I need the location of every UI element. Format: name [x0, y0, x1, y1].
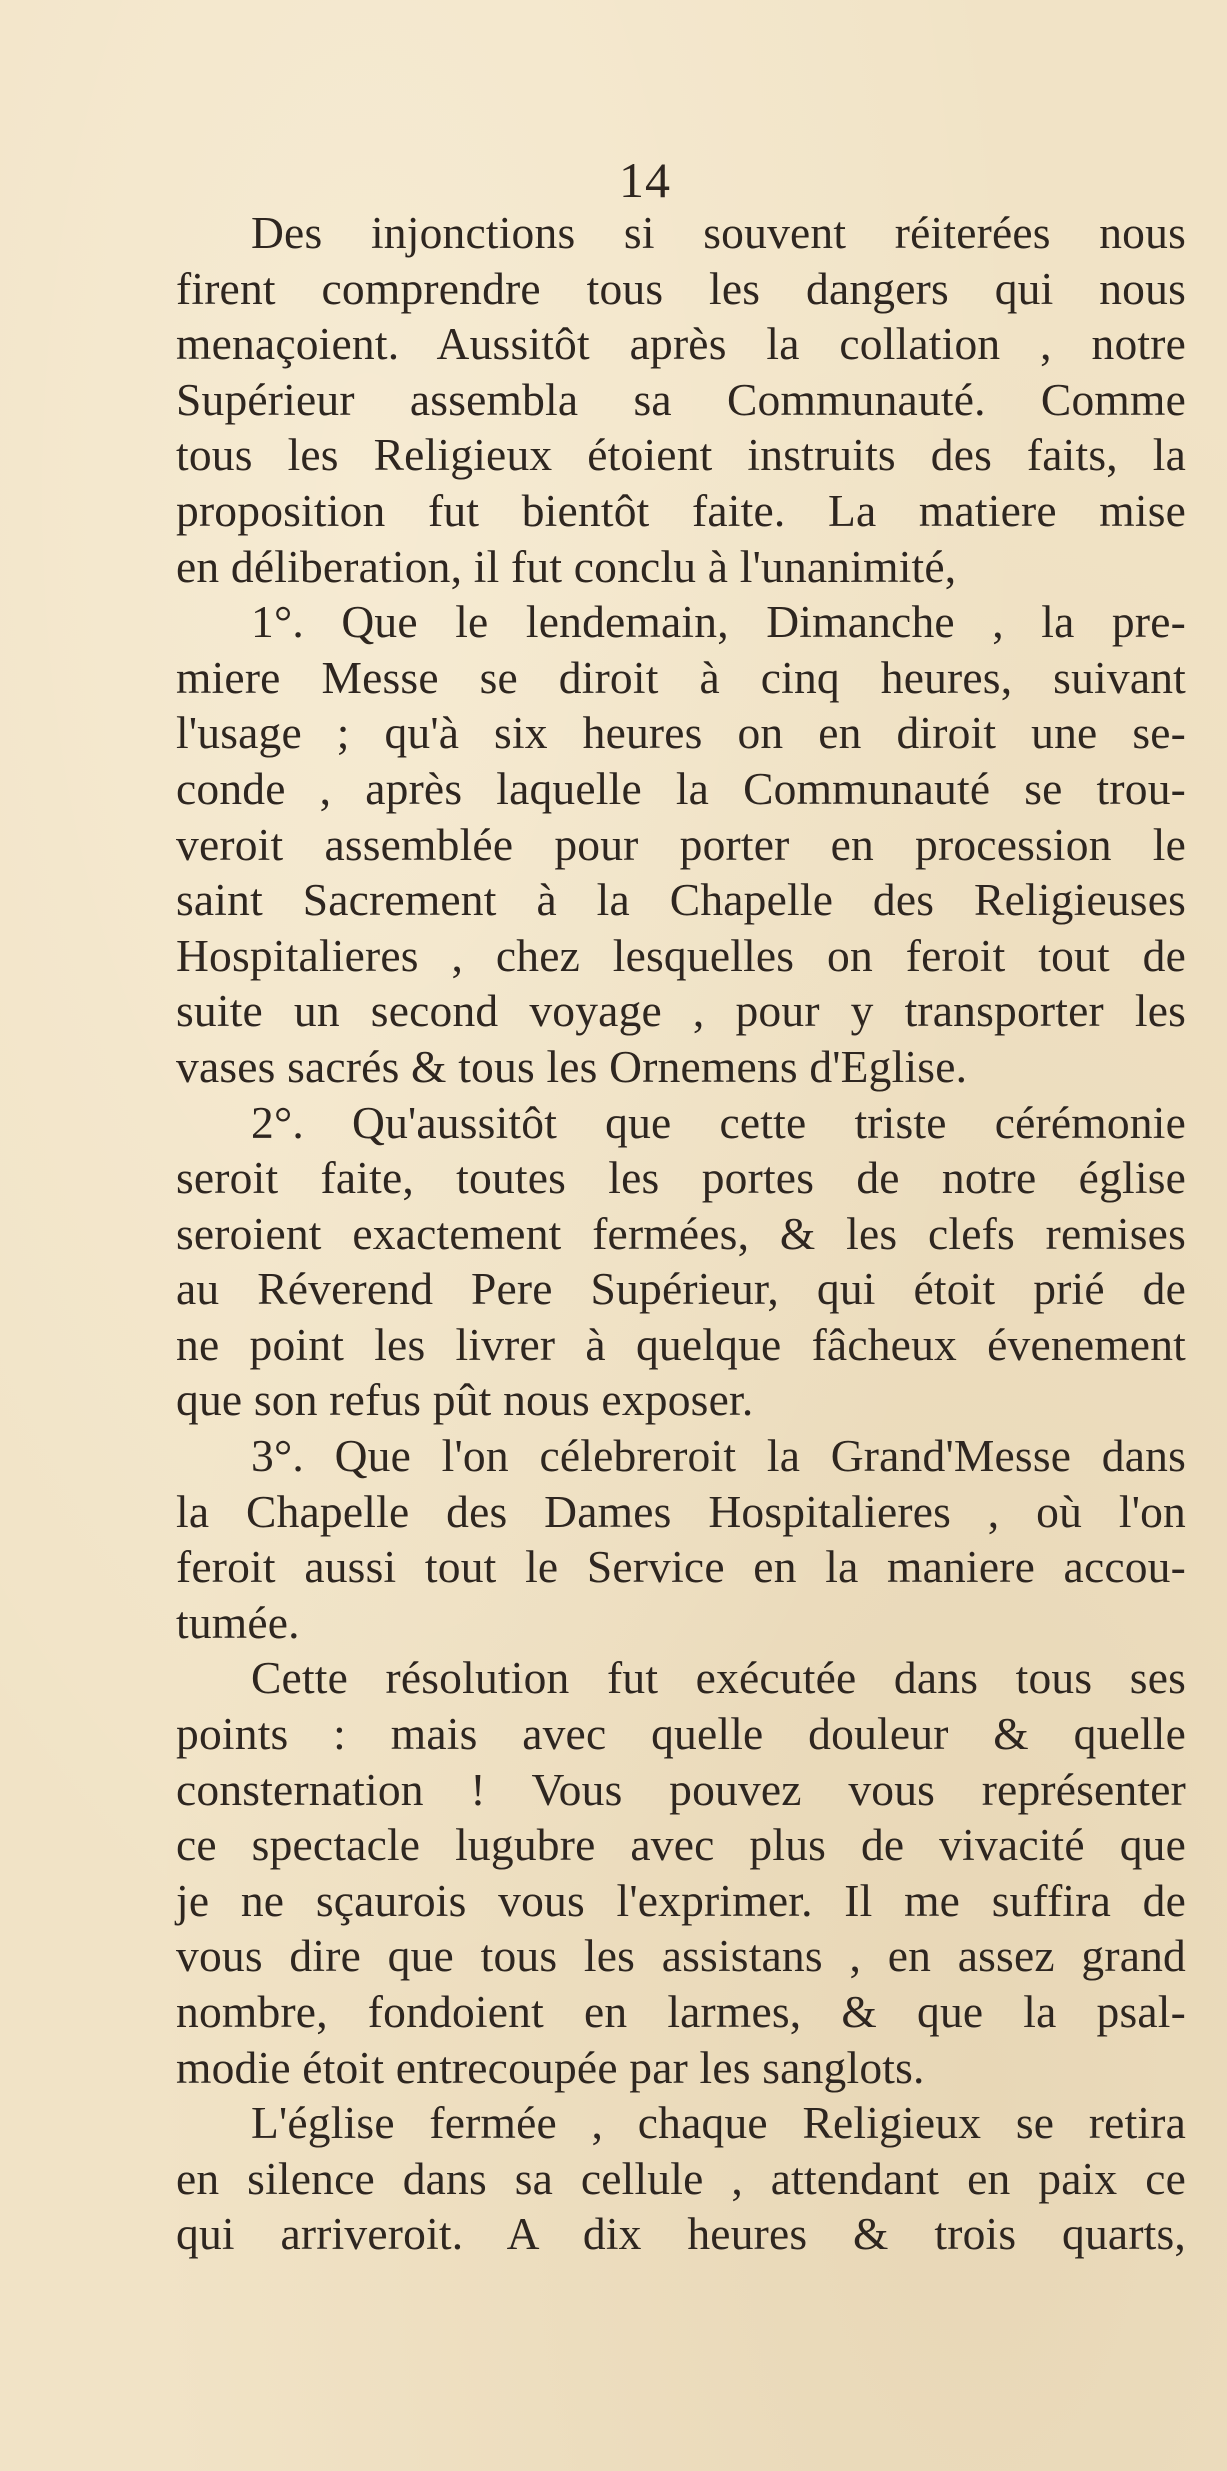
text-line: proposition fut bientôt faite. La matiere mise	[176, 484, 1186, 536]
text-line: 1°. Que le lendemain, Dimanche , la pre-	[251, 596, 1186, 648]
text-line: en déliberation, il fut conclu à l'unanimité,	[176, 540, 957, 592]
text-line: que son refus pût nous exposer.	[176, 1374, 754, 1426]
text-line: 2°. Qu'aussitôt que cette triste cérémonie	[251, 1096, 1186, 1148]
text-line: firent comprendre tous les dangers qui nous	[176, 262, 1186, 314]
text-line: l'usage ; qu'à six heures on en diroit une se-	[176, 707, 1186, 759]
body-text	[176, 205, 1186, 2262]
text-line: modie étoit entrecoupée par les sanglots.	[176, 2041, 925, 2093]
text-line: feroit aussi tout le Service en la maniere accou-	[176, 1541, 1186, 1593]
text-line: consternation ! Vous pouvez vous représenter	[176, 1763, 1186, 1815]
text-line: menaçoient. Aussitôt après la collation , notre	[176, 318, 1186, 370]
text-line: points : mais avec quelle douleur & quelle	[176, 1708, 1186, 1760]
text-line: vases sacrés & tous les Ornemens d'Eglise.	[176, 1040, 968, 1092]
text-line: suite un second voyage , pour y transporter les	[176, 985, 1186, 1037]
text-line: Supérieur assembla sa Communauté. Comme	[176, 373, 1186, 425]
text-line: saint Sacrement à la Chapelle des Religieuses	[176, 874, 1186, 926]
text-line: ne point les livrer à quelque fâcheux évenement	[176, 1318, 1186, 1370]
text-line: tumée.	[176, 1596, 300, 1648]
text-line: seroient exactement fermées, & les clefs remises	[176, 1207, 1186, 1259]
text-line: la Chapelle des Dames Hospitalieres , où l'on	[176, 1485, 1186, 1537]
text-line: Des injonctions si souvent réiterées nous	[251, 207, 1186, 258]
text-line: Hospitalieres , chez lesquelles on feroit tout de	[176, 929, 1186, 981]
text-line: seroit faite, toutes les portes de notre église	[176, 1152, 1186, 1204]
page-number: 14	[619, 152, 671, 208]
text-line: tous les Religieux étoient instruits des faits, la	[176, 429, 1186, 481]
text-line: je ne sçaurois vous l'exprimer. Il me suffira de	[176, 1874, 1186, 1926]
text-line: vous dire que tous les assistans , en assez grand	[176, 1930, 1186, 1982]
text-line: veroit assemblée pour porter en procession le	[176, 818, 1186, 870]
text-line: conde , après laquelle la Communauté se trou-	[176, 762, 1186, 814]
text-line: qui arriveroit. A dix heures & trois quarts,	[176, 2208, 1186, 2260]
text-line: L'église fermée , chaque Religieux se retira	[251, 2097, 1186, 2149]
text-line: nombre, fondoient en larmes, & que la psal-	[176, 1986, 1186, 2037]
text-line: au Réverend Pere Supérieur, qui étoit prié de	[176, 1263, 1186, 1315]
text-line: ce spectacle lugubre avec plus de vivacité que	[176, 1819, 1186, 1871]
text-line: Cette résolution fut exécutée dans tous ses	[251, 1652, 1186, 1704]
text-line: en silence dans sa cellule , attendant en paix ce	[176, 2152, 1186, 2204]
text-line: 3°. Que l'on célebreroit la Grand'Messe dans	[251, 1430, 1186, 1482]
text-line: miere Messe se diroit à cinq heures, suivant	[176, 651, 1186, 703]
